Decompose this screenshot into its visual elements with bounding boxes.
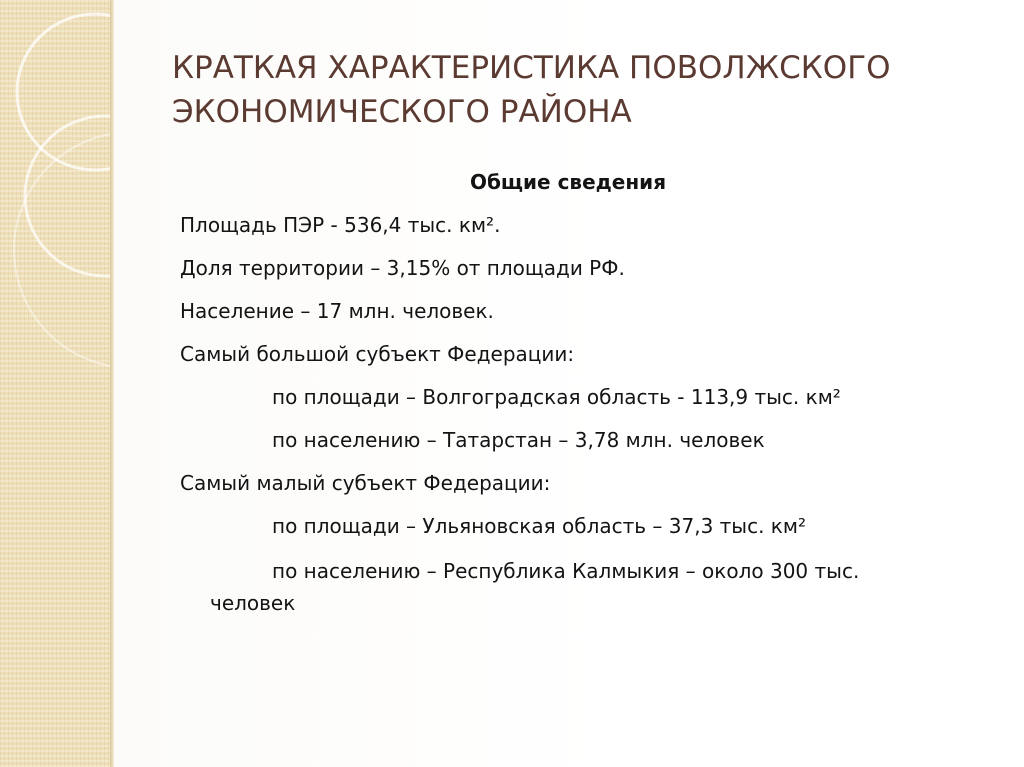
smallest-by-area-line: по площади – Ульяновская область – 37,3 тыс. км² [272,514,806,538]
area-line: Площадь ПЭР - 536,4 тыс. км². [180,213,501,237]
smallest-by-population-line-1: по населению – Республика Калмыкия – около 300 тыс. [272,559,860,583]
largest-by-area-line: по площади – Волгоградская область - 113,9 тыс. км² [272,385,841,409]
slide-content [180,168,980,619]
smallest-by-population-line-2: человек [210,591,296,615]
smallest-subject-label: Самый малый субъект Федерации: [180,471,551,495]
section-heading: Общие сведения [469,170,667,194]
largest-subject-label: Самый большой субъект Федерации: [180,342,575,366]
population-line: Население – 17 млн. человек. [180,299,494,323]
largest-by-population-line: по населению – Татарстан – 3,78 млн. человек [272,428,765,452]
smallest-by-population-line [180,555,980,619]
decorative-circles-icon [0,0,112,767]
decorative-sidebar [0,0,112,767]
slide-title: КРАТКАЯ ХАРАКТЕРИСТИКА ПОВОЛЖСКОГО ЭКОНОМИЧЕСКОГО РАЙОНА [172,50,891,130]
territory-share-line: Доля территории – 3,15% от площади РФ. [180,256,625,280]
sidebar-edge [110,0,114,767]
